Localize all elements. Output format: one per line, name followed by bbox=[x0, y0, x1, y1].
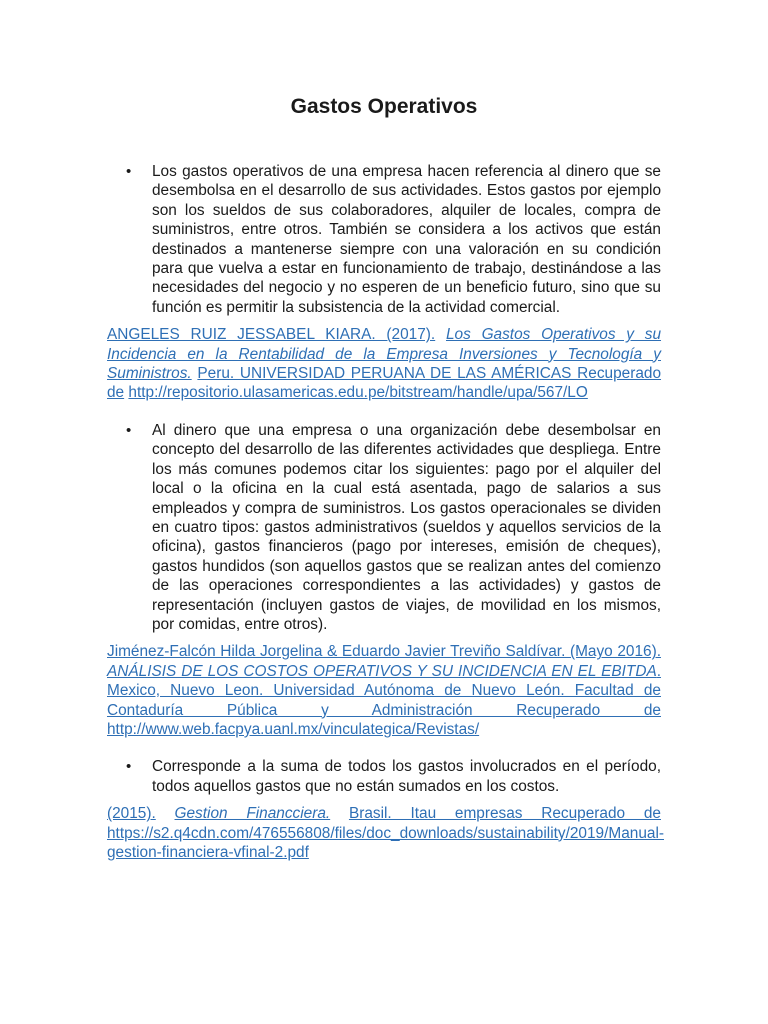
reference-1-details: Peru. UNIVERSIDAD PERUANA DE LAS AMÉRICAS Recuperado de bbox=[107, 365, 662, 402]
reference-2-details: . Mexico, Nuevo Leon. Universidad Autónoma de Nuevo León. Facultad de Contaduría Pública y Administración Recuperado de bbox=[107, 662, 661, 719]
reference-3 bbox=[107, 804, 664, 862]
reference-1 bbox=[107, 325, 661, 403]
bullet-text-1: Los gastos operativos de una empresa hacen referencia al dinero que se desembolsa en el desarrollo de sus actividades. Estos gastos por ejemplo son los sueldos de sus colaboradores, alquiler de locales, compra de suministros, entre otros. También se considera a los activos que están destinados a mantenerse siempre con una valoración en su condición para que vuelva a estar en funcionamiento de trabajo, destinándose a las necesidades del negocio y no esperen de un beneficio futuro, sino que su función es permitir la subsistencia de la actividad comercial. bbox=[152, 163, 661, 316]
reference-2 bbox=[107, 642, 661, 739]
bullet-icon: • bbox=[126, 758, 132, 776]
bullet-paragraph-3 bbox=[126, 757, 661, 796]
bullet-paragraph-2 bbox=[126, 421, 661, 634]
reference-1-link[interactable]: http://repositorio.ulasamericas.edu.pe/bitstream/handle/upa/567/LO bbox=[128, 384, 588, 402]
bullet-text-2: Al dinero que una empresa o una organización debe desembolsar en concepto del desarrollo de las diferentes actividades que despliega. Entre los más comunes podemos citar los siguientes: pago por el alquiler del local o la oficina en la cual está asentada, pago de salarios a sus empleados y compra de suministros. Los gastos operacionales se dividen en cuatro tipos: gastos administrativos (sueldos y aquellos servicios de la oficina), gastos financieros (pago por intereses, emisión de cheques), gastos hundidos (son aquellos gastos que se realizan antes del comienzo de las operaciones correspondientes a las actividades) y gastos de representación (incluyen gastos de viajes, de movilidad en los mismos, por comidas, entre otros). bbox=[152, 421, 661, 633]
bullet-text-3: Corresponde a la suma de todos los gastos involucrados en el período, todos aquellos gastos que no están sumados en los costos. bbox=[152, 758, 661, 795]
reference-1-title: Los Gastos Operativos y su Incidencia en la Rentabilidad de la Empresa Inversiones y Tecnología y Suministros. bbox=[107, 326, 662, 383]
bullet-icon: • bbox=[126, 163, 132, 180]
page-title: Gastos Operativos bbox=[290, 95, 478, 118]
reference-1-authors: ANGELES RUIZ JESSABEL KIARA. (2017). bbox=[107, 326, 436, 344]
reference-2-title: ANÁLISIS DE LOS COSTOS OPERATIVOS Y SU INCIDENCIA EN EL EBITDA bbox=[107, 662, 657, 680]
reference-2-link[interactable]: http://www.web.facpya.uanl.mx/vinculategica/Revistas/ bbox=[107, 720, 480, 738]
bullet-paragraph-1 bbox=[126, 162, 661, 317]
reference-3-title: Gestion Financciera. bbox=[174, 805, 331, 823]
reference-2-authors: Jiménez-Falcón Hilda Jorgelina & Eduardo Javier Treviño Saldívar. (Mayo 2016). bbox=[107, 643, 661, 661]
reference-3-authors: (2015). bbox=[107, 805, 156, 823]
bullet-icon: • bbox=[126, 421, 132, 439]
reference-3-link[interactable]: https://s2.q4cdn.com/476556808/files/doc_downloads/sustainability/2019/Manual-gestion-financiera-vfinal-2.pdf bbox=[107, 824, 664, 861]
reference-3-details: Brasil. Itau empresas Recuperado de bbox=[348, 805, 661, 823]
